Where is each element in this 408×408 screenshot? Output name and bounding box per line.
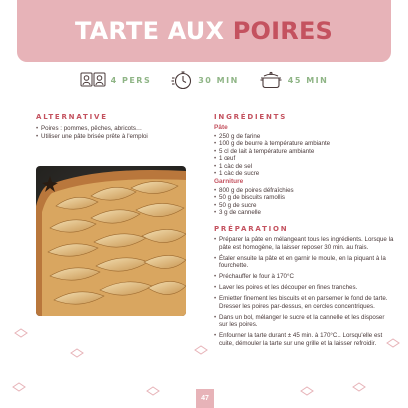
title-main: TARTE AUX: [74, 17, 225, 45]
preparation-steps: [214, 236, 394, 348]
ingredient-list-pate: [214, 133, 394, 179]
diamond-decoration-icon: [352, 382, 366, 392]
step-item: • Préchauffer le four à 170°C: [214, 273, 394, 281]
tart-photo: [36, 166, 186, 316]
list-item: • 3 g de cannelle: [214, 209, 394, 217]
step-item: • Enfourner la tarte durant ± 45 min. à 170°C.. Lorsqu'elle est cuite, démouler la tarte sur une grille et la laisser refroidir.: [214, 332, 394, 347]
step-item: • Dans un bol, mélanger le sucre et la cannelle et les disposer sur les poires.: [214, 314, 394, 329]
step-item: • Laver les poires et les découper en fines tranches.: [214, 284, 394, 292]
diamond-decoration-icon: [12, 382, 26, 392]
ingredients-heading: INGRÉDIENTS: [214, 113, 288, 121]
cook-text: 45 MIN: [287, 75, 329, 85]
step-item: • Étaler ensuite la pâte et en garnir le moule, en la piquant à la fourchette.: [214, 255, 394, 270]
stopwatch-icon: [171, 70, 193, 90]
diamond-decoration-icon: [194, 345, 208, 355]
alternative-section: [36, 113, 196, 140]
step-item: • Préparer la pâte en mélangeant tous les ingrédients. Lorsque la pâte est homogène, la laisser reposer 30 min. au frais.: [214, 236, 394, 251]
list-item: • Poires : pommes, pêches, abricots…: [36, 125, 196, 133]
list-item: • 100 g de beurre à température ambiante: [214, 140, 394, 148]
list-item: • 800 g de poires défraîchies: [214, 187, 394, 195]
ingredient-group-title: Pâte: [214, 124, 228, 131]
ingredient-group-title: Garniture: [214, 178, 244, 186]
list-item: • 1 càc de sucre: [214, 170, 394, 178]
servings-text: 4 PERS: [110, 75, 152, 85]
list-item: • 50 g de biscuits ramollis: [214, 194, 394, 202]
recipe-info-row: [0, 66, 408, 94]
list-item: • 1 càc de sel: [214, 163, 394, 171]
list-item: • 5 cl de lait à température ambiante: [214, 148, 394, 156]
list-item: • 50 g de sucre: [214, 202, 394, 210]
recipe-details: [214, 113, 394, 351]
preparation-heading: PRÉPARATION: [214, 224, 289, 233]
page-number: 47: [196, 389, 214, 408]
diamond-decoration-icon: [146, 386, 160, 396]
list-item: • Utiliser une pâte brisée prête à l'emploi: [36, 133, 196, 141]
pot-icon: [259, 71, 283, 89]
step-item: • Emietter finement les biscuits et en parsemer le fond de tarte. Dresser les poires par-dessus, en cercles concentriques.: [214, 295, 394, 310]
cook-info: [259, 71, 329, 89]
diamond-decoration-icon: [386, 338, 400, 348]
diamond-decoration-icon: [70, 348, 84, 358]
time-text: 30 MIN: [198, 75, 239, 85]
diamond-decoration-icon: [14, 328, 28, 338]
list-item: • 1 œuf: [214, 155, 394, 163]
title-accent: POIRES: [232, 17, 334, 45]
time-info: [171, 70, 239, 90]
people-icon: [80, 72, 106, 88]
diamond-decoration-icon: [300, 386, 314, 396]
alternative-heading: ALTERNATIVE: [36, 113, 108, 121]
recipe-title: [75, 17, 333, 45]
alternative-list: [36, 125, 196, 140]
ingredient-list-garniture: [214, 187, 394, 217]
list-item: • 250 g de farine: [214, 133, 394, 141]
title-banner: [17, 0, 391, 62]
servings-info: [80, 72, 152, 88]
